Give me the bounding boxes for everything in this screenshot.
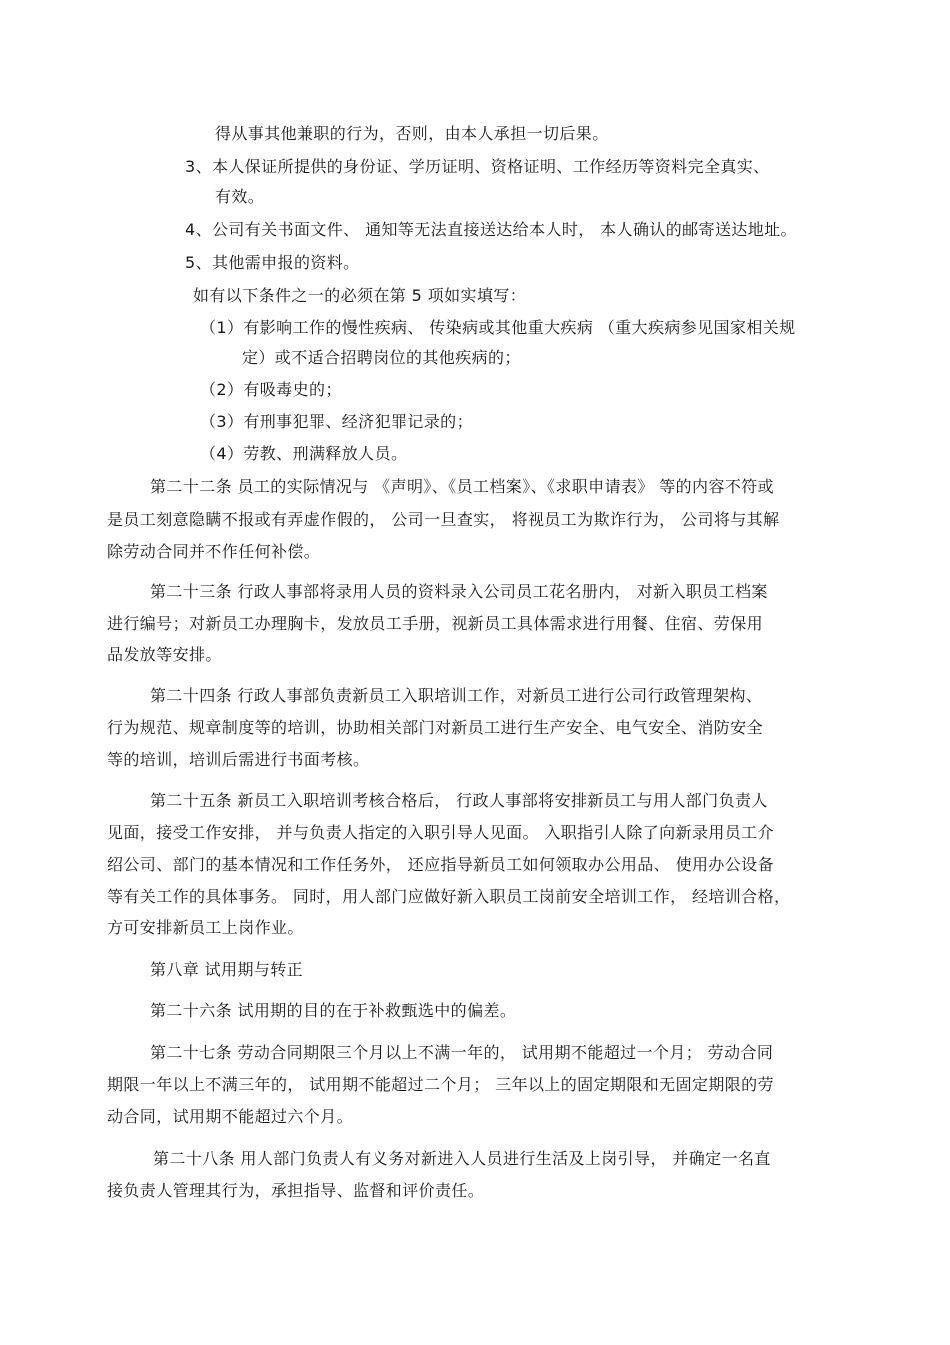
text-line-9: （2）有吸毒史的； xyxy=(200,380,342,399)
text-line-2: 3、本人保证所提供的身份证、学历证明、资格证明、工作经历等资料完全真实、 xyxy=(185,157,770,176)
text-line-13: 是员工刻意隐瞒不报或有弄虚作假的， 公司一旦查实， 将视员工为欺诈行为， 公司将与其解 xyxy=(107,510,780,529)
text-line-15: 第二十三条 行政人事部将录用人员的资料录入公司员工花名册内， 对新入职员工档案 xyxy=(150,582,768,601)
text-line-23: 绍公司、部门的基本情况和工作任务外， 还应指导新员工如何领取办公用品、 使用办公设备 xyxy=(107,855,774,874)
text-line-8: 定）或不适合招聘岗位的其他疾病的； xyxy=(242,348,521,367)
text-line-20: 等的培训，培训后需进行书面考核。 xyxy=(107,750,370,769)
text-line-7: （1）有影响工作的慢性疾病、 传染病或其他重大疾病 （重大疾病参见国家相关规 xyxy=(200,318,796,337)
text-line-1: 得从事其他兼职的行为，否则，由本人承担一切后果。 xyxy=(215,124,609,143)
text-line-21: 第二十五条 新员工入职培训考核合格后， 行政人事部将安排新员工与用人部门负责人 xyxy=(150,791,768,810)
text-line-16: 进行编号；对新员工办理胸卡，发放员工手册，视新员工具体需求进行用餐、住宿、劳保用 xyxy=(107,614,764,633)
text-line-31: 第二十八条 用人部门负责人有义务对新进入人员进行生活及上岗引导， 并确定一名直 xyxy=(153,1149,771,1168)
text-line-18: 第二十四条 行政人事部负责新员工入职培训工作，对新员工进行公司行政管理架构、 xyxy=(150,686,763,705)
text-line-28: 第二十七条 劳动合同期限三个月以上不满一年的， 试用期不能超过一个月； 劳动合同 xyxy=(150,1043,774,1062)
text-line-14: 除劳动合同并不作任何补偿。 xyxy=(107,542,321,561)
text-line-27: 第二十六条 试用期的目的在于补救甄选中的偏差。 xyxy=(150,1001,517,1020)
text-line-17: 品发放等安排。 xyxy=(107,645,222,664)
text-line-12: 第二十二条 员工的实际情况与 《声明》、《员工档案》、《求职申请表》 等的内容不符或 xyxy=(150,477,775,496)
text-line-22: 见面，接受工作安排， 并与负责人指定的入职引导人见面。 入职指引人除了向新录用员工介 xyxy=(107,823,774,842)
text-line-3: 有效。 xyxy=(215,187,265,206)
text-line-6: 如有以下条件之一的必须在第 5 项如实填写： xyxy=(193,286,527,305)
text-line-24: 等有关工作的具体事务。 同时，用人部门应做好新入职员工岗前安全培训工作， 经培训合格， xyxy=(107,887,791,906)
text-line-10: （3）有刑事犯罪、经济犯罪记录的； xyxy=(200,412,473,431)
text-line-29: 期限一年以上不满三年的， 试用期不能超过二个月； 三年以上的固定期限和无固定期限的劳 xyxy=(107,1075,774,1094)
text-line-19: 行为规范、规章制度等的培训，协助相关部门对新员工进行生产安全、电气安全、消防安全 xyxy=(107,718,764,737)
text-line-5: 5、其他需申报的资料。 xyxy=(185,253,360,272)
chapter-heading: 第八章 试用期与转正 xyxy=(150,960,304,979)
text-line-11: （4）劳教、刑满释放人员。 xyxy=(200,444,408,463)
text-line-32: 接负责人管理其行为，承担指导、监督和评价责任。 xyxy=(107,1181,485,1200)
text-line-4: 4、公司有关书面文件、 通知等无法直接送达给本人时， 本人确认的邮寄送达地址。 xyxy=(185,220,797,239)
text-line-30: 动合同，试用期不能超过六个月。 xyxy=(107,1107,354,1126)
text-line-25: 方可安排新员工上岗作业。 xyxy=(107,918,304,937)
